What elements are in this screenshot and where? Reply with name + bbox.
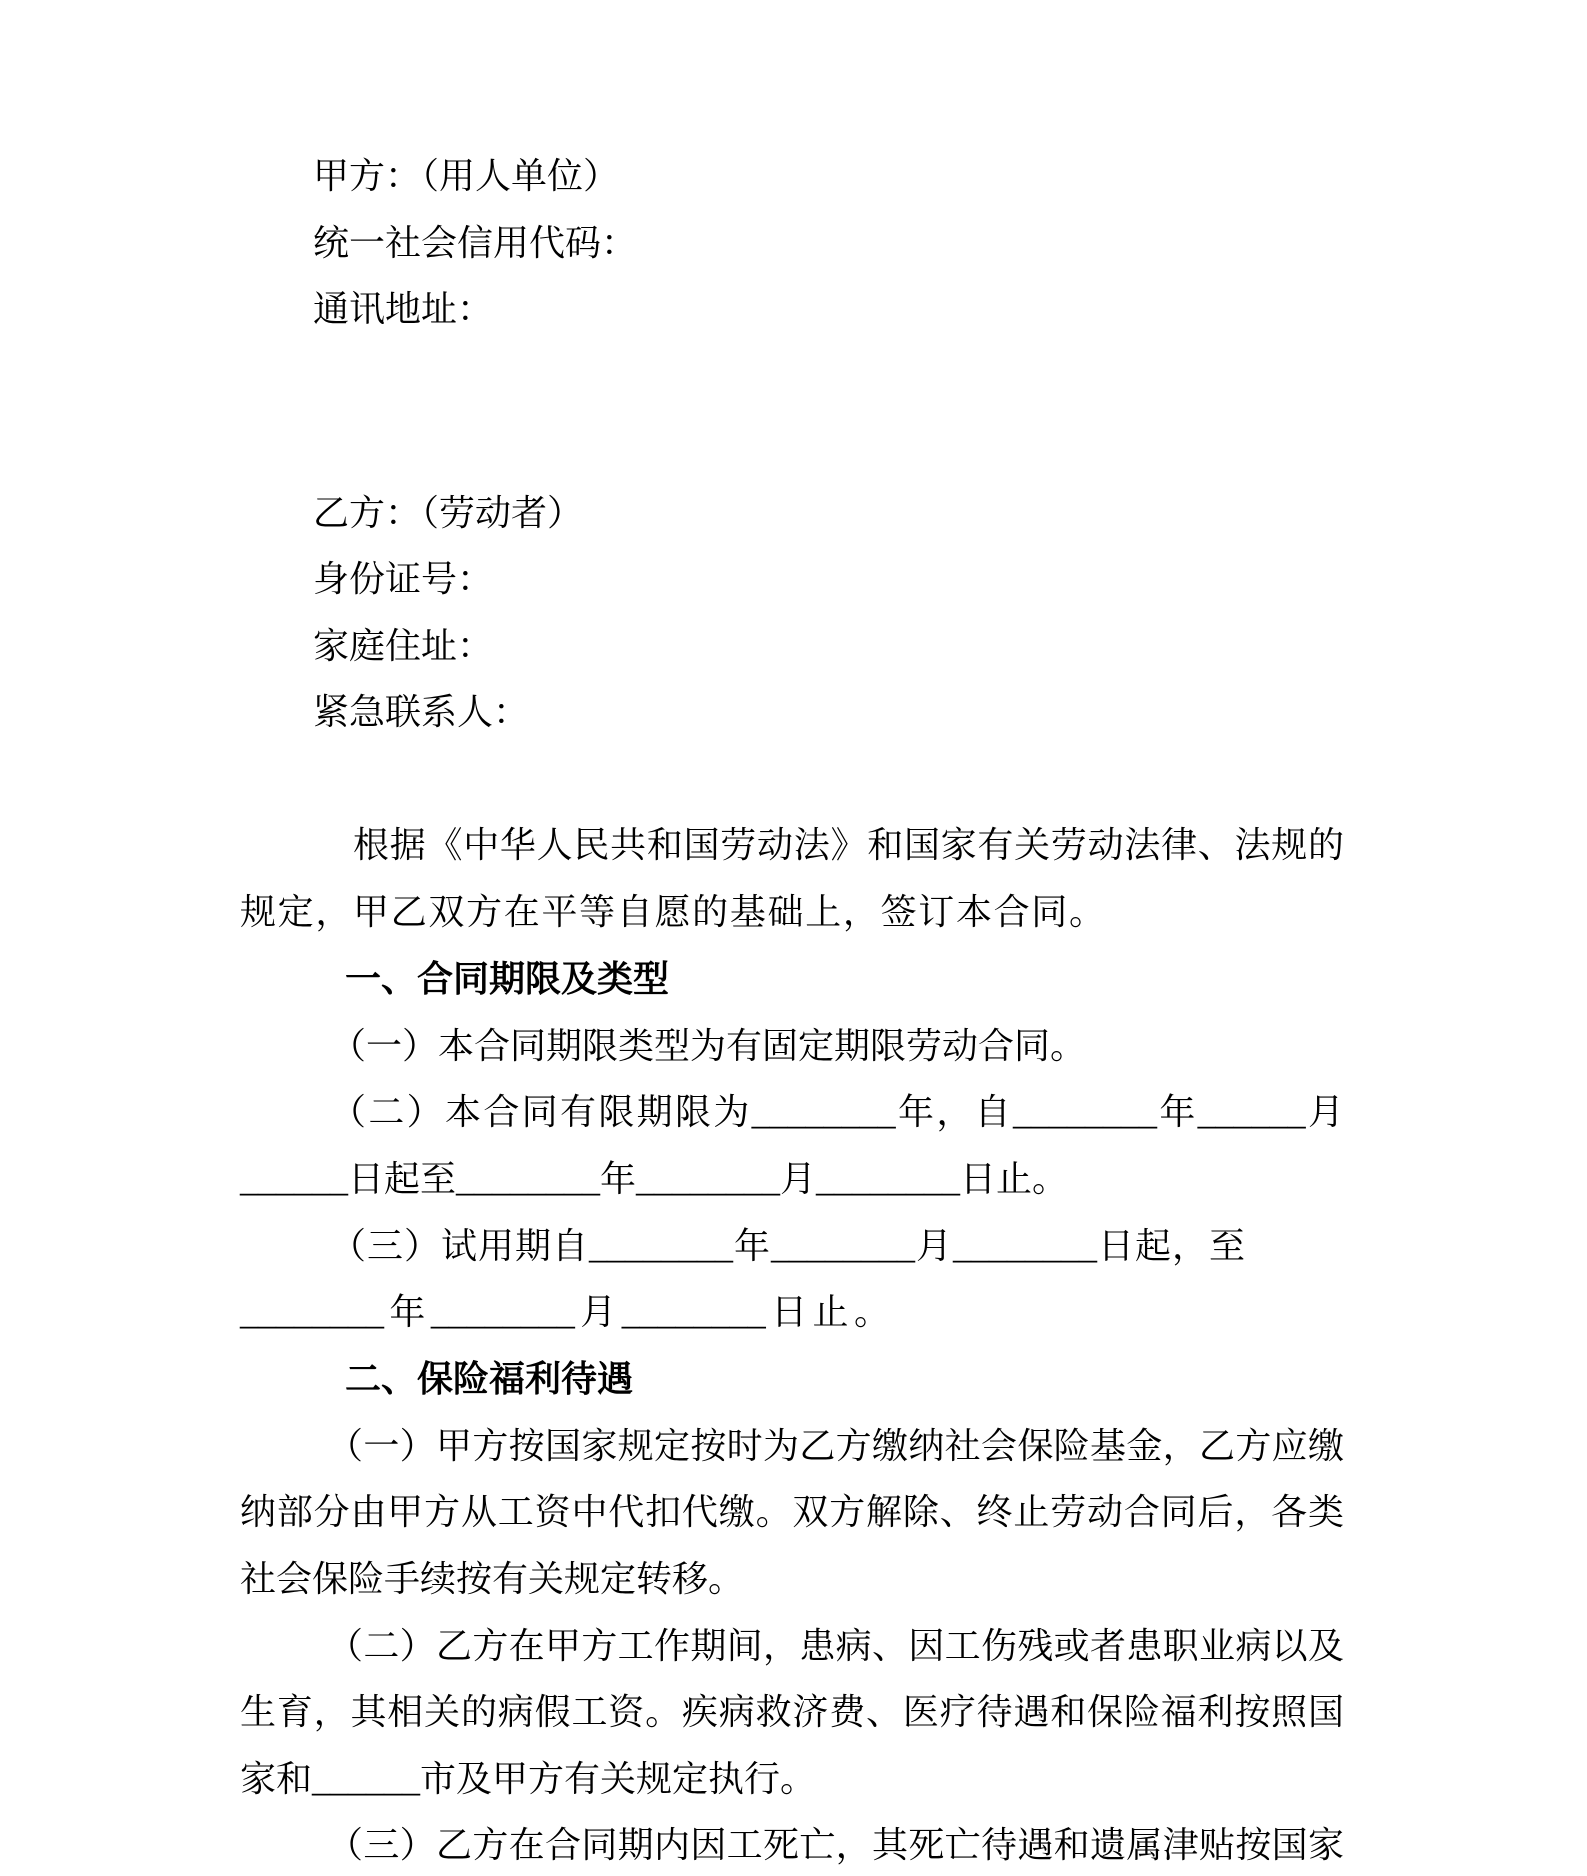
section-2-item-1-line-2: 纳部分由甲方从工资中代扣代缴。双方解除、终止劳动合同后，各类 <box>240 1492 1344 1532</box>
party-a-title-line: 甲方：（用人单位） <box>313 156 620 196</box>
section-1-item-2-line-2: ______日起至________年________月________日止。 <box>240 1159 1069 1199</box>
section-2-item-3-line-1: （三）乙方在合同期内因工死亡，其死亡待遇和遗属津贴按国家 <box>327 1825 1344 1865</box>
section-2-item-2-line-3: 家和______市及甲方有关规定执行。 <box>240 1759 817 1799</box>
section-1-item-1-line-1: （一）本合同期限类型为有固定期限劳动合同。 <box>330 1026 1087 1066</box>
preamble-line-1: 根据《中华人民共和国劳动法》和国家有关劳动法律、法规的 <box>353 825 1344 865</box>
party-b-emergency-contact-line: 紧急联系人： <box>313 692 530 732</box>
party-b-home-address-line: 家庭住址： <box>313 626 494 666</box>
party-a-address-line: 通讯地址： <box>313 289 494 329</box>
party-a-credit-code-line: 统一社会信用代码： <box>313 223 638 263</box>
section-1-heading: 一、合同期限及类型 <box>345 959 670 999</box>
preamble-line-2: 规定，甲乙双方在平等自愿的基础上，签订本合同。 <box>240 892 1105 932</box>
party-b-title-line: 乙方：（劳动者） <box>313 493 584 533</box>
section-1-item-2-line-1: （二）本合同有限期限为________年，自________年______月 <box>330 1092 1344 1132</box>
section-1-item-3-line-2: ________年________月________日止。 <box>240 1292 890 1332</box>
section-2-item-2-line-1: （二）乙方在甲方工作期间，患病、因工伤残或者患职业病以及 <box>327 1626 1344 1666</box>
party-b-id-line: 身份证号： <box>313 559 494 599</box>
section-2-heading: 二、保险福利待遇 <box>345 1359 634 1399</box>
section-1-item-3-line-1: （三）试用期自________年________月________日起，至 <box>330 1226 1245 1266</box>
section-2-item-1-line-3: 社会保险手续按有关规定转移。 <box>240 1559 745 1599</box>
section-2-item-2-line-2: 生育，其相关的病假工资。疾病救济费、医疗待遇和保险福利按照国 <box>240 1692 1344 1732</box>
section-2-item-1-line-1: （一）甲方按国家规定按时为乙方缴纳社会保险基金，乙方应缴 <box>327 1426 1344 1466</box>
